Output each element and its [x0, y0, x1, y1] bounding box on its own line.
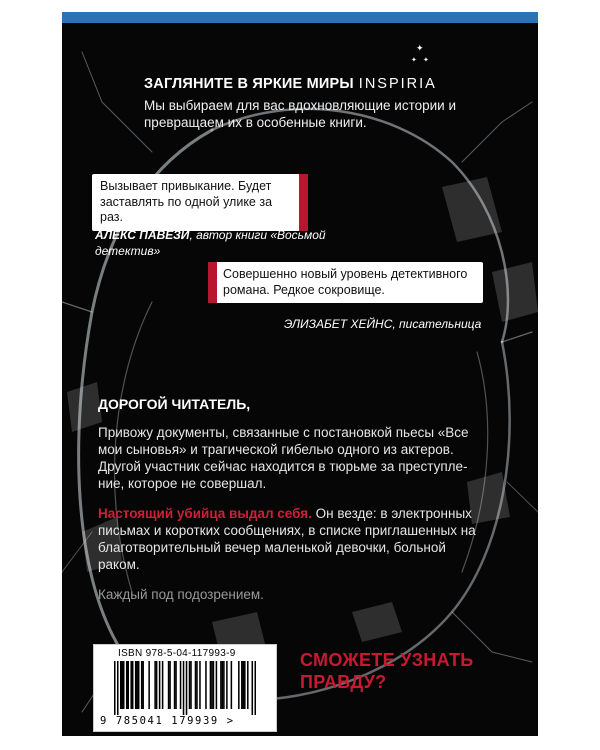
- series-headline: [144, 76, 437, 92]
- bubble-accent-bar: [208, 262, 217, 303]
- barcode-digits: 9 785041 179939 >: [100, 715, 235, 727]
- glass-shard: [442, 177, 502, 242]
- barcode-bar: [175, 661, 177, 709]
- review-attribution: [95, 227, 345, 259]
- barcode-bar: [156, 661, 158, 709]
- review-author: ЭЛИЗАБЕТ ХЕЙНС: [284, 317, 393, 331]
- brand-name: INSPIRIA: [358, 76, 437, 92]
- bubble-accent-bar: [299, 174, 308, 231]
- letter-paragraph: Каждый под подозрением.: [98, 587, 264, 602]
- glass-shard: [352, 602, 402, 642]
- review-text: Совершенно новый уровень детективного романа. Редкое сокровище.: [223, 267, 468, 297]
- barcode-bar: [120, 661, 122, 709]
- barcode-bar: [186, 661, 188, 715]
- barcode-bar: [195, 661, 197, 709]
- barcode-bar: [243, 661, 245, 709]
- barcode-bar: [241, 661, 243, 709]
- sparkle-icon: ✦: [416, 43, 424, 53]
- crack-line: [502, 332, 532, 342]
- isbn-barcode-block: [93, 644, 277, 732]
- barcode-bar: [196, 661, 198, 709]
- barcode-bar: [114, 661, 116, 715]
- letter-paragraph: Привожу документы, связанные с постановкой пьесы «Все мои сыновья» и трагической гибелью одного из актеров. Другой участник сейчас находится в тюрьме за преступле-ние, которое не совершал.: [98, 425, 469, 491]
- highlighted-phrase: Настоящий убийца выдал себя.: [98, 506, 312, 521]
- barcode-bar: [222, 661, 224, 709]
- review-author: АЛЕКС ПАВЕЗИ: [95, 228, 190, 242]
- barcode-bar: [169, 661, 171, 709]
- review-author-role: , писательница: [392, 317, 482, 331]
- barcode-bar: [123, 661, 125, 709]
- isbn-label: ISBN 978-5-04-117993-9: [118, 648, 236, 659]
- barcode-bar: [255, 661, 256, 715]
- barcode-bar: [211, 661, 213, 709]
- series-intro: Мы выбираем для вас вдохновляющие истории и превращаем их в особенные книги.: [144, 98, 457, 130]
- barcode-bar: [205, 661, 207, 709]
- barcode-bar: [132, 661, 134, 709]
- barcode-bar: [142, 661, 144, 709]
- headline-text: ЗАГЛЯНИТЕ В ЯРКИЕ МИРЫ: [144, 76, 354, 92]
- barcode-bar: [159, 661, 161, 709]
- barcode-bar: [121, 661, 123, 709]
- crack-line: [82, 52, 152, 152]
- sparkle-icon: ✦: [423, 57, 429, 64]
- barcode-bar: [154, 661, 156, 709]
- barcode-bar: [130, 661, 132, 709]
- barcode-bar: [135, 661, 137, 709]
- barcode-bar: [244, 661, 246, 709]
- review-author-role: , автор книги «Восьмой детектив»: [95, 228, 326, 258]
- barcode-bar: [220, 661, 222, 709]
- barcode-bar: [231, 661, 233, 709]
- letter-paragraph: [98, 505, 488, 573]
- review-bubble: [92, 174, 308, 231]
- letter-salutation: ДОРОГОЙ ЧИТАТЕЛЬ,: [98, 396, 251, 412]
- crack-line: [507, 482, 538, 512]
- barcode-bar: [238, 661, 240, 709]
- barcode-bar: [247, 661, 249, 709]
- barcode-bar: [141, 661, 143, 709]
- barcode-bar: [223, 661, 225, 709]
- barcode-bar: [136, 661, 138, 709]
- barcode-bar: [180, 661, 182, 709]
- barcode-bar: [252, 661, 254, 715]
- barcode-bar: [127, 661, 129, 709]
- barcode-bar: [190, 661, 192, 709]
- review-text: Вызывает привыкание. Будет заставлять по одной улике за раз.: [100, 179, 273, 224]
- barcode-bar: [117, 661, 119, 715]
- barcode-bar: [183, 661, 185, 715]
- barcode-icon: [114, 661, 256, 715]
- barcode-bar: [199, 661, 201, 709]
- barcode-bar: [174, 661, 176, 709]
- barcode-bar: [189, 661, 191, 709]
- barcode-bar: [210, 661, 212, 709]
- paragraph-text: Он везде: в электронных письмах и коротких сообщениях, в списке приглашенных на благотворительный вечер маленькой девочки, больной раком.: [98, 506, 476, 572]
- barcode-bar: [148, 661, 150, 709]
- crack-line: [62, 302, 92, 312]
- glass-shard: [67, 382, 102, 432]
- barcode-bar: [216, 661, 218, 709]
- barcode-bar: [138, 661, 140, 709]
- book-back-cover: [62, 12, 538, 736]
- cover-tagline: СМОЖЕТЕ УЗНАТЬ ПРАВДУ?: [300, 650, 474, 692]
- barcode-bar: [213, 661, 215, 709]
- barcode-bar: [168, 661, 170, 709]
- barcode-bar: [162, 661, 164, 709]
- review-bubble: [208, 262, 483, 303]
- glass-shard: [492, 262, 538, 322]
- review-attribution: [284, 316, 534, 332]
- barcode-bar: [226, 661, 228, 709]
- sparkle-icon: ✦: [411, 57, 417, 64]
- barcode-bar: [126, 661, 128, 709]
